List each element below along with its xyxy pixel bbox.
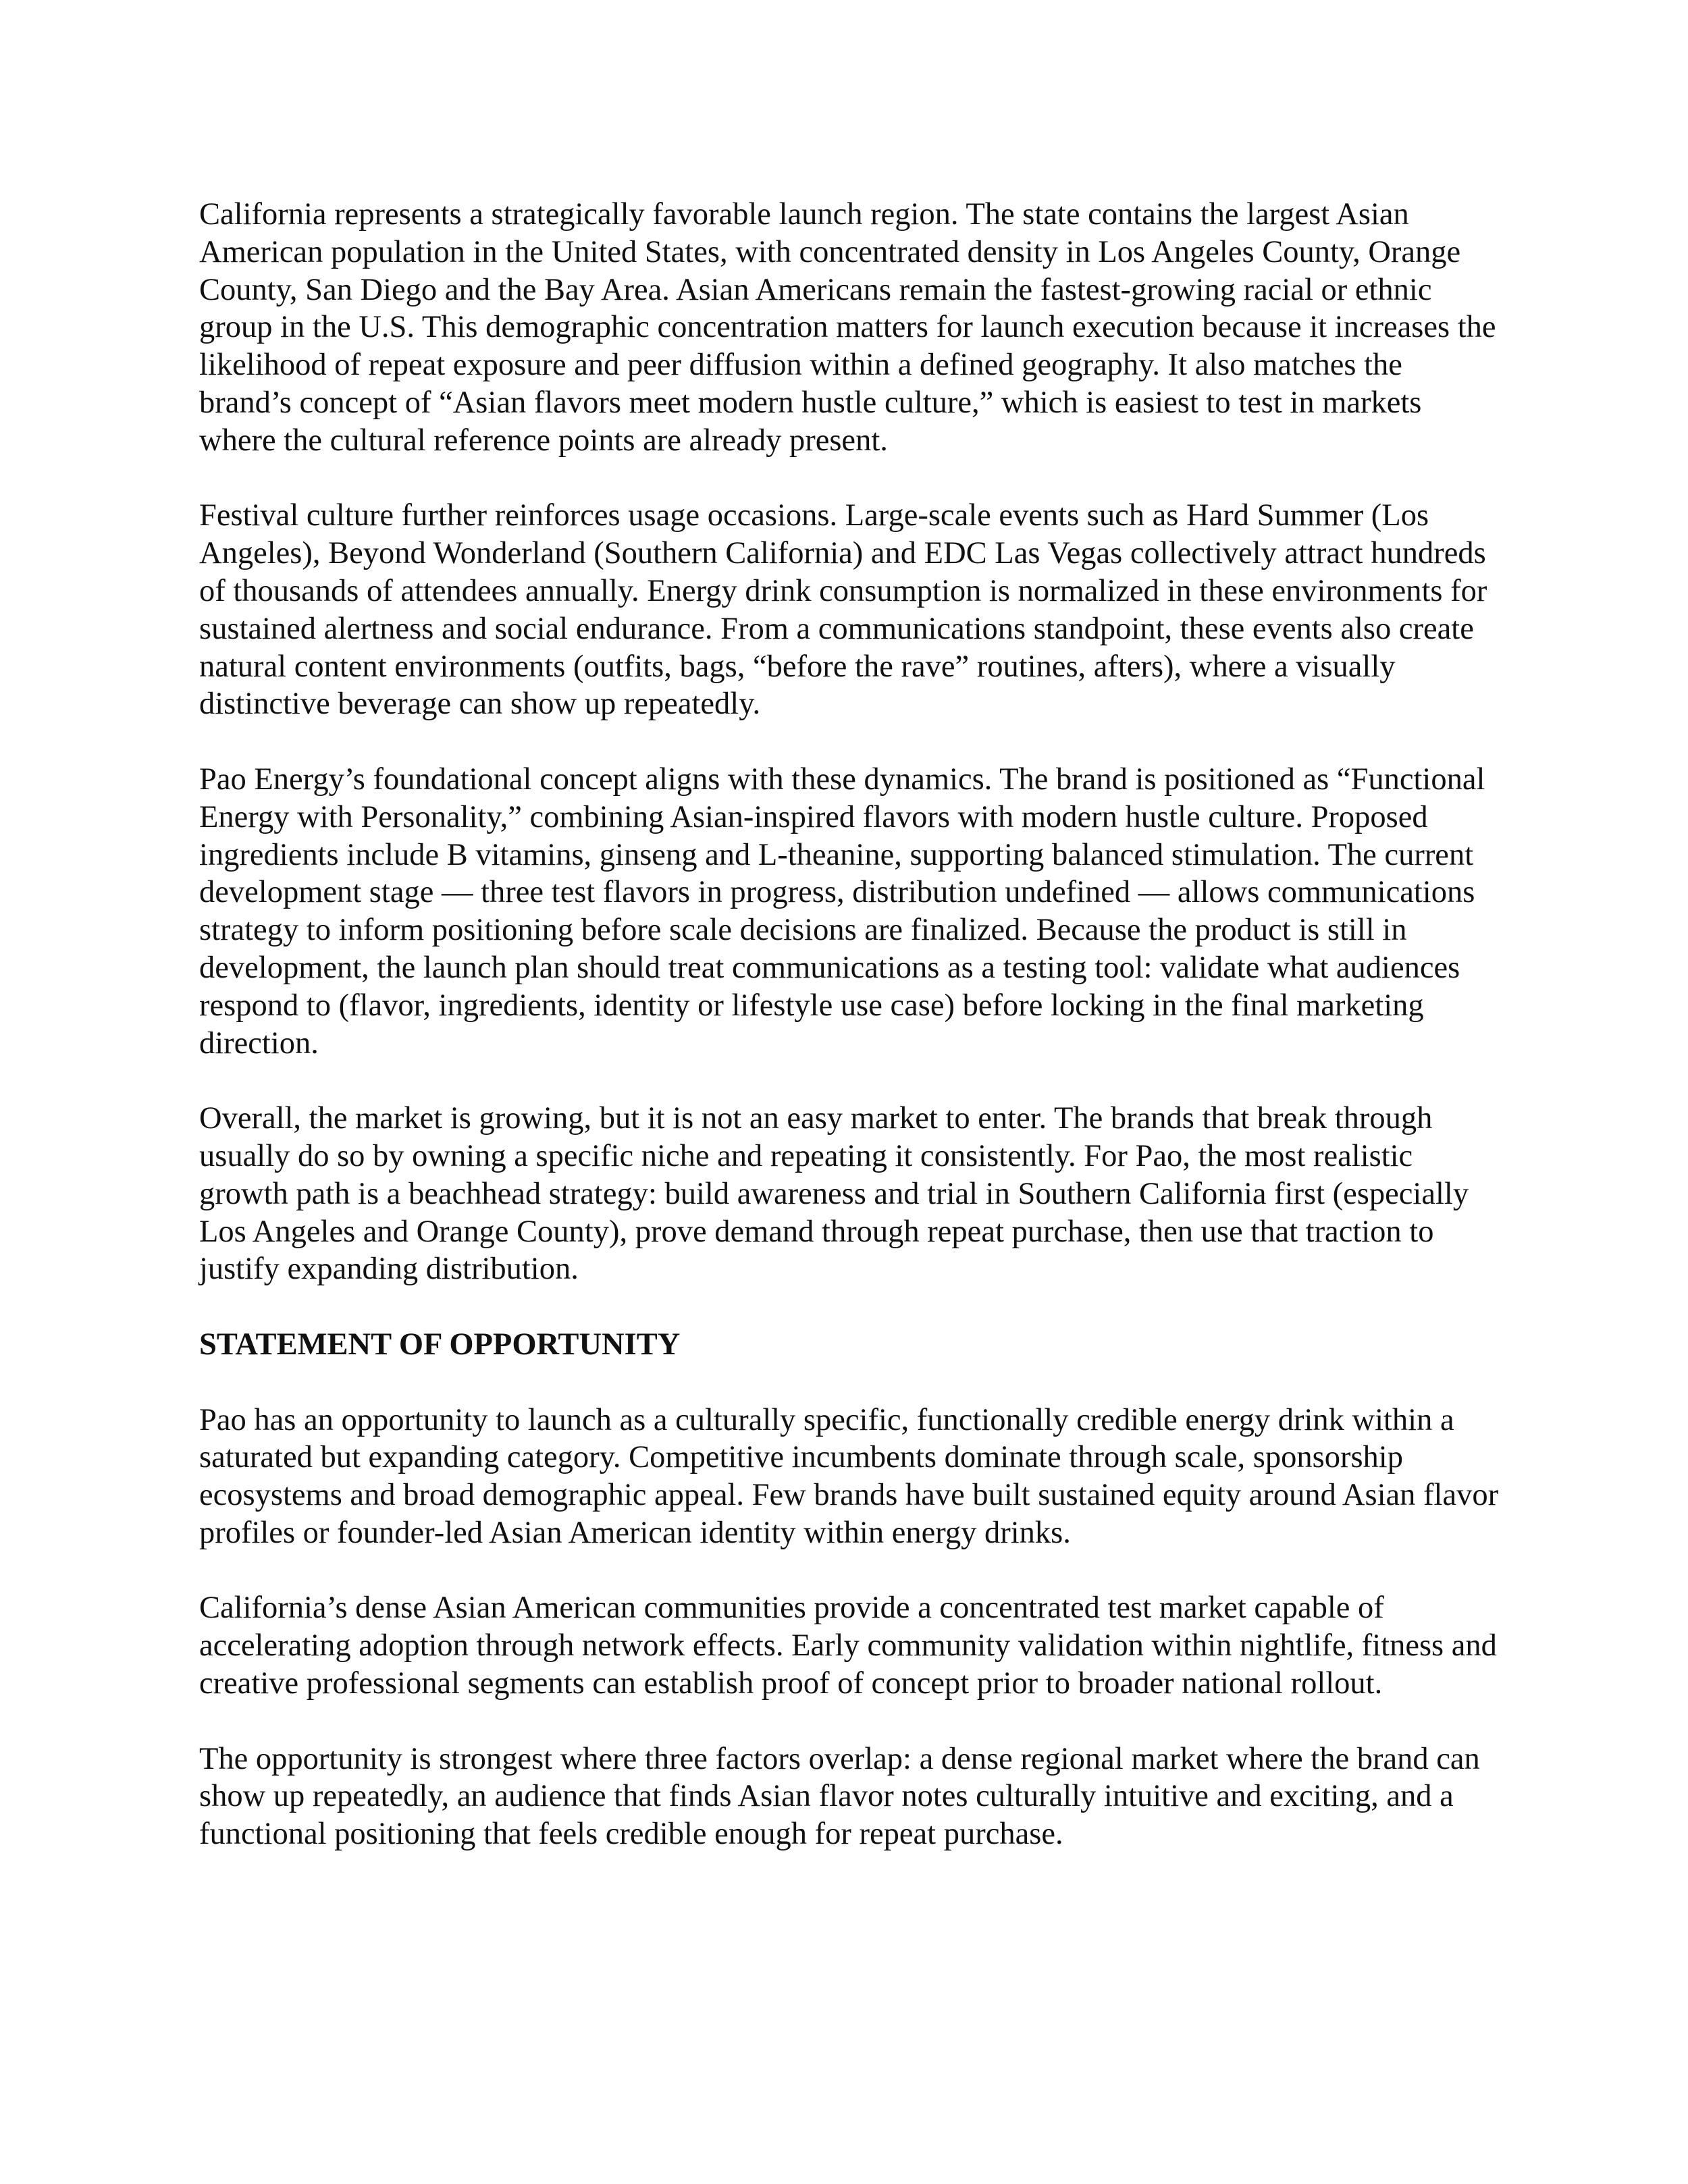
document-body [199,196,1502,1891]
paragraph-california-launch-region: California represents a strategically favorable launch region. The state contains the largest Asian American population in the United States, with concentrated density in Los Angeles County, Orange County, San Diego and the Bay Area. Asian Americans remain the fastest-growing racial or ethnic group in the U.S. This demographic concentration matters for launch execution because it increases the likelihood of repeat exposure and peer diffusion within a defined geography. It also matches the brand’s concept of “Asian flavors meet modern hustle culture,” which is easiest to test in markets where the cultural reference points are already present. [199,197,1496,458]
section-heading: STATEMENT OF OPPORTUNITY [199,1327,681,1362]
paragraph-opportunity-launch: Pao has an opportunity to launch as a culturally specific, functionally credible energy drink within a saturated but expanding category. Competitive incumbents dominate through scale, sponsorship ecosystems and broad demographic appeal. Few brands have built sustained equity around Asian flavor profiles or founder-led Asian American identity within energy drinks. [199,1402,1499,1550]
paragraph-pao-concept: Pao Energy’s foundational concept aligns with these dynamics. The brand is positioned as “Functional Energy with Personality,” combining Asian-inspired flavors with modern hustle culture. Proposed ingredients include B vitamins, ginseng and L-theanine, supporting balanced stimulation. The current development stage — three test flavors in progress, distribution undefined — allows communications strategy to inform positioning before scale decisions are finalized. Because the product is still in development, the launch plan should treat communications as a testing tool: validate what audiences respond to (flavor, ingredients, identity or lifestyle use case) before locking in the final marketing direction. [199,762,1485,1061]
paragraph-three-factors: The opportunity is strongest where three factors overlap: a dense regional market where the brand can show up repeatedly, an audience that finds Asian flavor notes culturally intuitive and exciting, and a functional positioning that feels credible enough for repeat purchase. [199,1741,1480,1852]
paragraph-california-communities: California’s dense Asian American communities provide a concentrated test market capable of accelerating adoption through network effects. Early community validation within nightlife, fitness and creative professional segments can establish proof of concept prior to broader national rollout. [199,1591,1497,1701]
paragraph-festival-culture: Festival culture further reinforces usage occasions. Large-scale events such as Hard Summer (Los Angeles), Beyond Wonderland (Southern California) and EDC Las Vegas collectively attract hundreds of thousands of attendees annually. Energy drink consumption is normalized in these environments for sustained alertness and social endurance. From a communications standpoint, these events also create natural content environments (outfits, bags, “before the rave” routines, afters), where a visually distinctive beverage can show up repeatedly. [199,498,1487,722]
paragraph-market-overview: Overall, the market is growing, but it is not an easy market to enter. The brands that break through usually do so by owning a specific niche and repeating it consistently. For Pao, the most realistic growth path is a beachhead strategy: build awareness and trial in Southern California first (especially Los Angeles and Orange County), prove demand through repeat purchase, then use that traction to justify expanding distribution. [199,1101,1469,1287]
